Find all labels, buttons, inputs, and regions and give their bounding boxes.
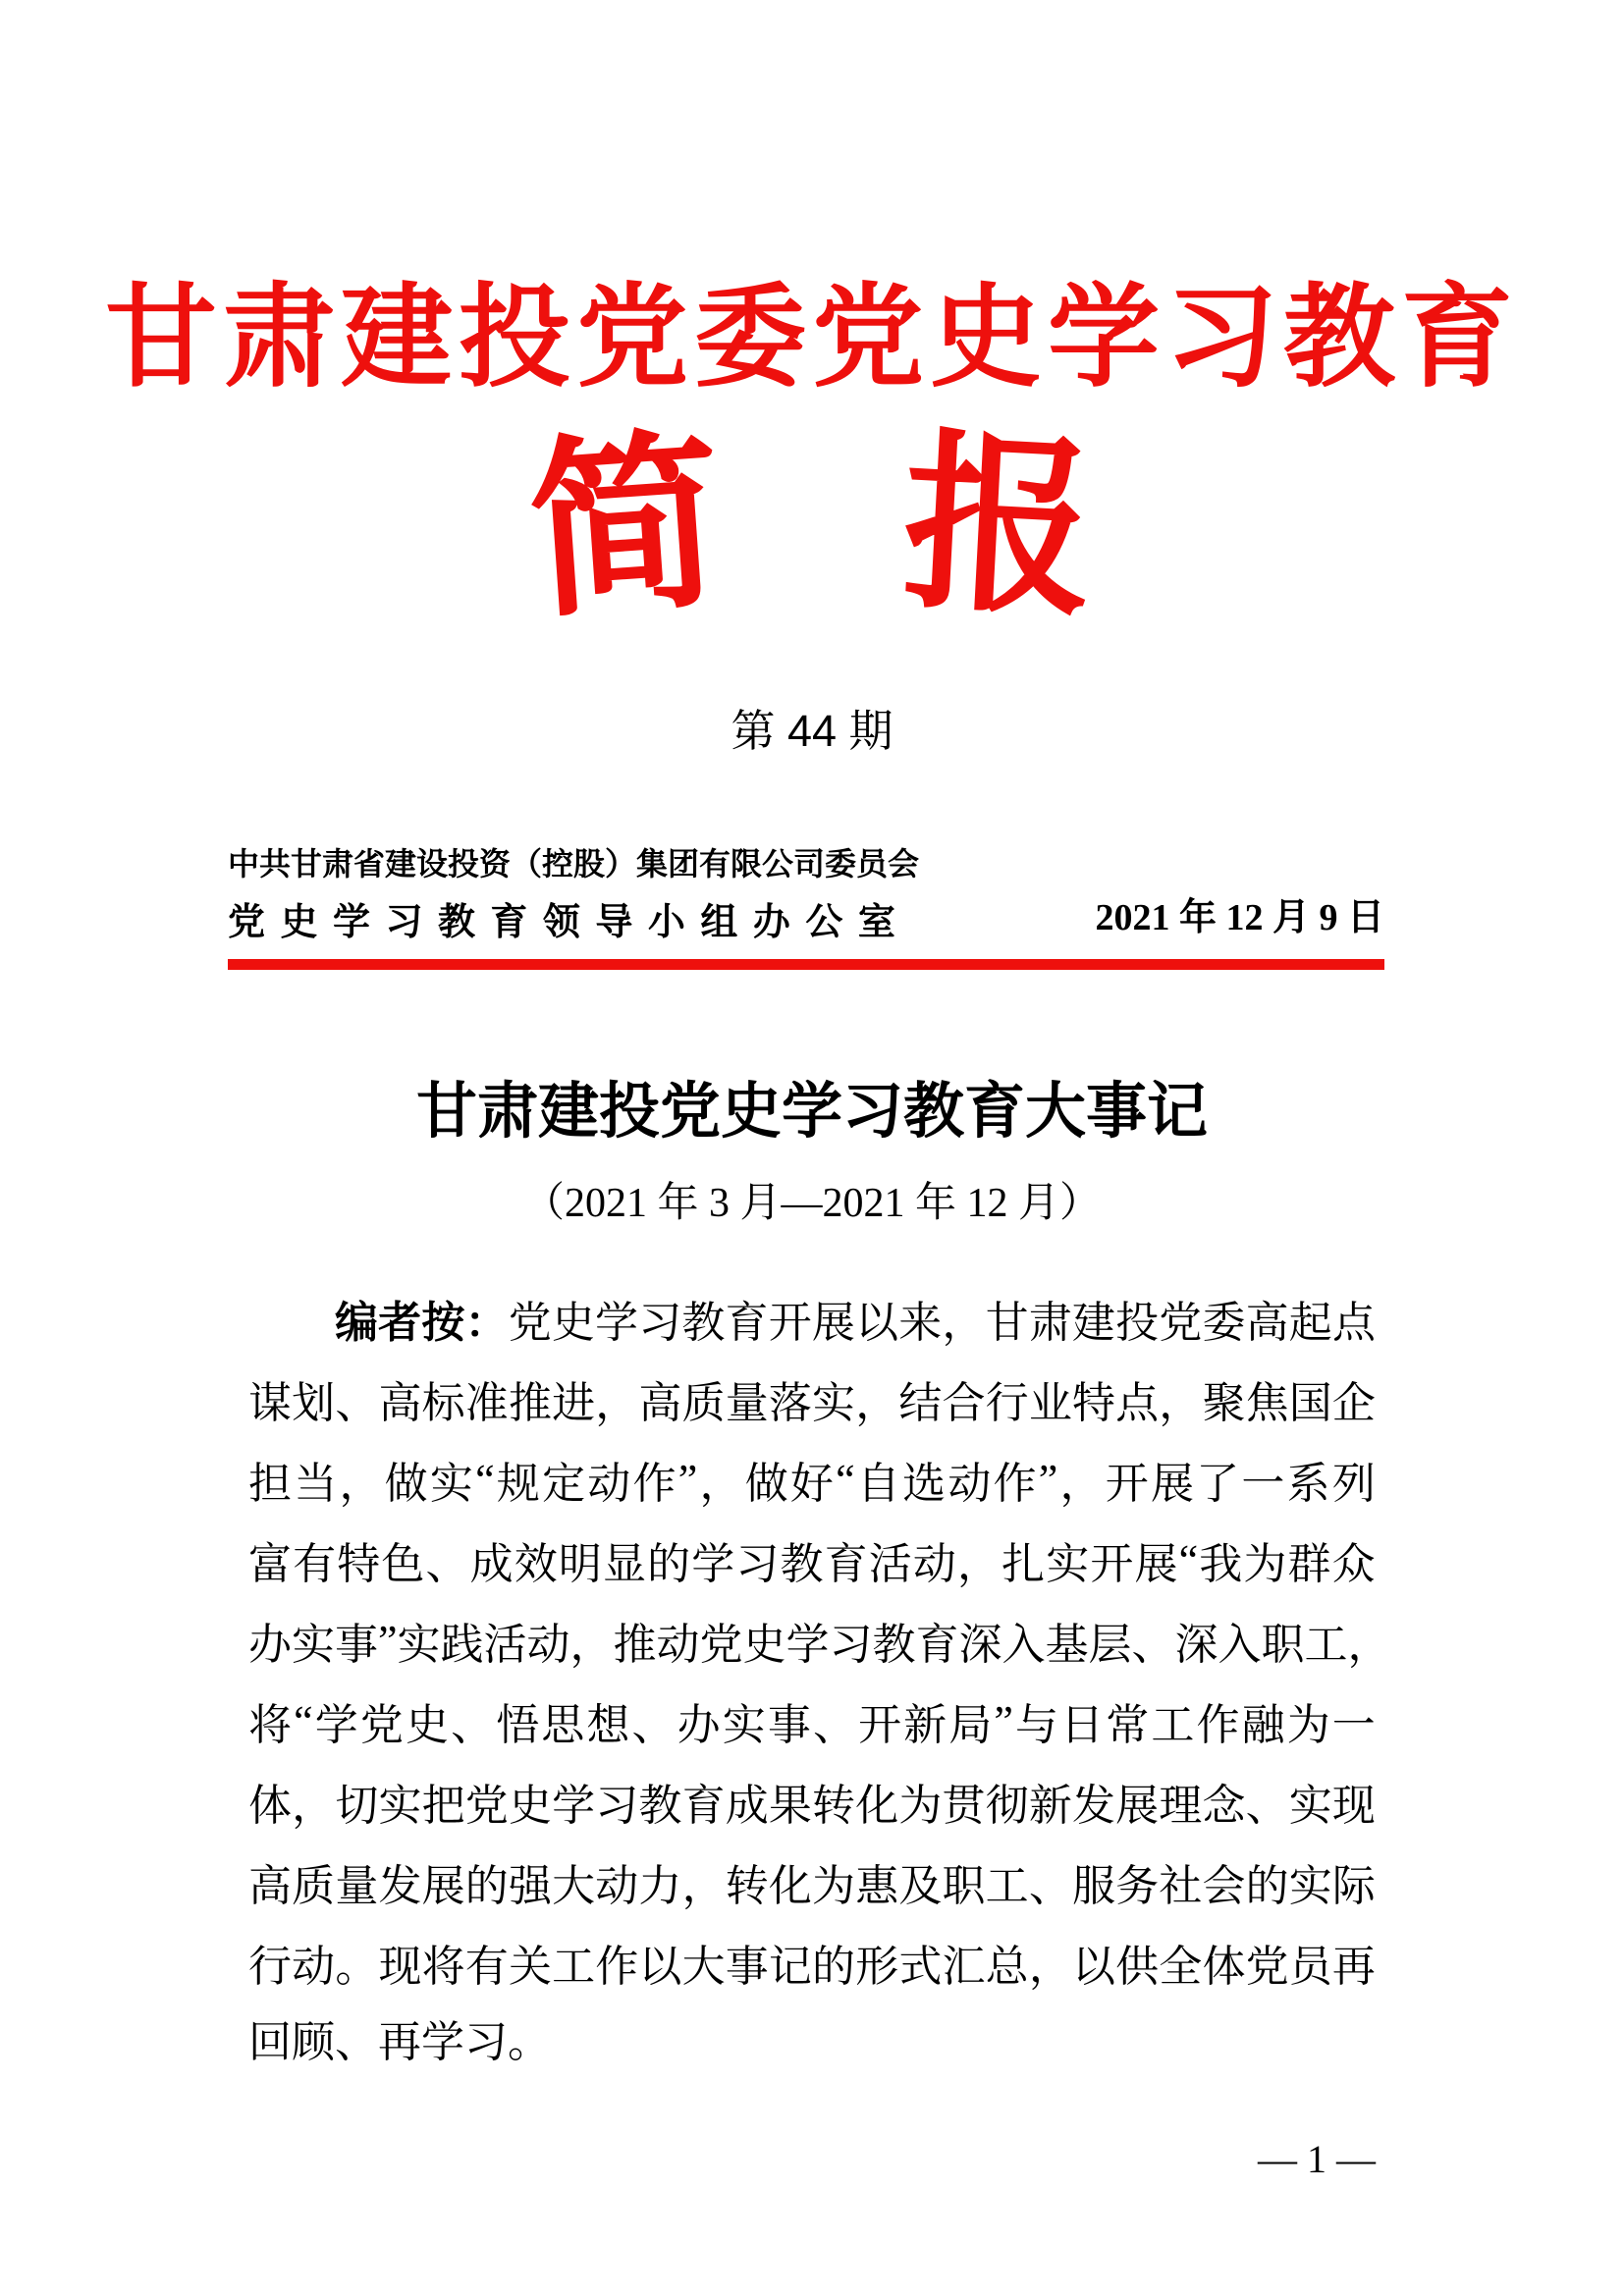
issue-date: 2021 年 12 月 9 日 — [1095, 897, 1384, 938]
sender-block — [228, 840, 1384, 948]
body-line: 办 实 事 ” 实 践 活 动 ， 推 动 党 史 学 习 教 育 深 入 基 层 、 深 入 职 工 ， — [248, 1616, 1391, 1669]
divider-rule — [228, 959, 1384, 970]
masthead-org-title: 甘肃建投党委党史学习教育 — [104, 276, 1519, 400]
article-body — [248, 1278, 1391, 2083]
bulletin-char-jian: 简 — [522, 416, 729, 642]
page-number: — 1 — — [1258, 2137, 1376, 2181]
body-line: 高 质 量 发 展 的 强 大 动 力 ， 转 化 为 惠 及 职 工 、 服 务 社 会 的 实 际 — [248, 1862, 1376, 1910]
sender-office-line: 党 史 学 习 教 育 领 导 小 组 办 公 室 — [228, 901, 895, 943]
body-line: 谋 划 、 高 标 准 推 进 ， 高 质 量 落 实 ， 结 合 行 业 特 点 ， 聚 焦 国 企 — [248, 1379, 1376, 1427]
article-date-range: （2021 年 3 月—2021 年 12 月） — [522, 1181, 1101, 1226]
body-line: 体 ， 切 实 把 党 史 学 习 教 育 成 果 转 化 为 贯 彻 新 发 展 理 念 、 实 现 — [248, 1782, 1376, 1830]
bulletin-char-bao: 报 — [897, 418, 1101, 640]
body-line: 行 动 。 现 将 有 关 工 作 以 大 事 记 的 形 式 汇 总 ， 以 供 全 体 党 员 再 — [248, 1943, 1376, 1991]
masthead-bulletin-name — [0, 416, 1624, 642]
body-line: 富 有 特 色 、 成 效 明 显 的 学 习 教 育 活 动 ， 扎 实 开 展 “ 我 为 群 众 — [248, 1535, 1376, 1588]
body-line: 将 “ 学 党 史 、 悟 思 想 、 办 实 事 、 开 新 局 ” 与 日 常 工 作 融 为 一 — [248, 1696, 1376, 1749]
issue-number: 第 44 期 — [731, 706, 893, 756]
sender-org — [228, 840, 919, 948]
body-line: 回顾、再学习。 — [248, 2018, 551, 2066]
body-line: 担 当 ， 做 实 “ 规 定 动 作 ” ， 做 好 “ 自 选 动 作 ” ， 开 展 了 一 系 列 — [248, 1455, 1376, 1508]
body-line: 编 者 按 ： 党 史 学 习 教 育 开 展 以 来 ， 甘 肃 建 投 党 委 高 起 点 — [335, 1299, 1376, 1347]
article-title: 甘肃建投党史学习教育大事记 — [415, 1079, 1208, 1146]
sender-committee-line: 中共甘肃省建设投资（控股）集团有限公司委员会 — [228, 846, 920, 881]
